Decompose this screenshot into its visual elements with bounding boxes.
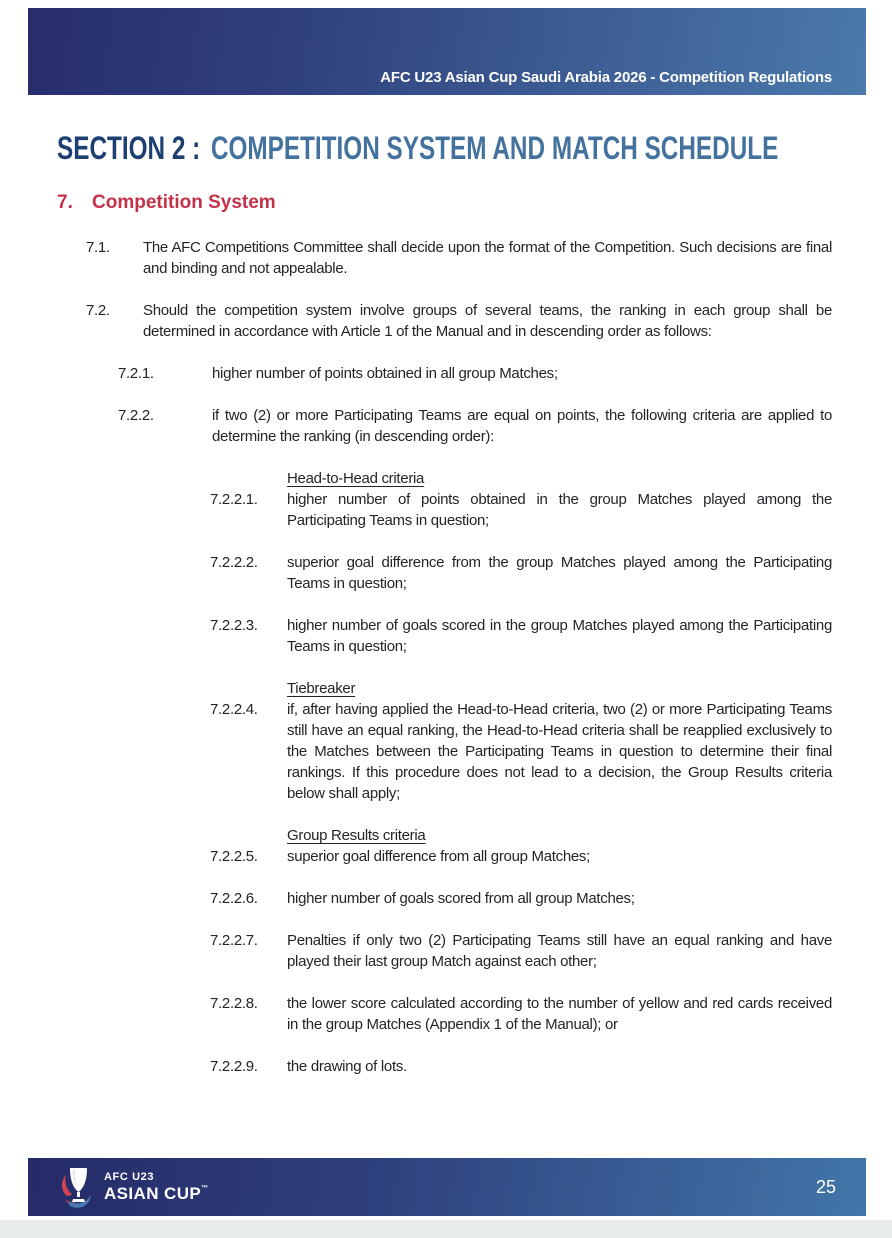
section-title-prefix: SECTION 2 : <box>57 130 201 166</box>
clause-row <box>210 615 892 657</box>
clause-row <box>118 363 892 384</box>
clause-number: 7.2.2.3. <box>210 617 258 634</box>
clause-number: 7.2. <box>86 302 110 319</box>
clause-text: higher number of goals scored in the group Matches played among the Participating Teams in question; <box>287 617 832 655</box>
clause-number: 7.2.2.2. <box>210 554 258 571</box>
clause-text: higher number of points obtained in all group Matches; <box>212 365 558 382</box>
clause-number: 7.2.1. <box>118 365 154 382</box>
clause-row <box>210 993 892 1035</box>
trademark-symbol: ™ <box>201 1185 209 1192</box>
clause-number: 7.2.2.8. <box>210 995 258 1012</box>
footer-bar <box>28 1158 866 1216</box>
logo-text <box>104 1172 209 1202</box>
clause-text: The AFC Competitions Committee shall decide upon the format of the Competition. Such decisions are final and binding and not appealable. <box>143 239 832 277</box>
clause-number: 7.2.2.4. <box>210 701 258 718</box>
clause-number: 7.2.2. <box>118 407 154 424</box>
clause-text: Should the competition system involve groups of several teams, the ranking in each group shall be determined in accordance with Article 1 of the Manual and in descending order as follows: <box>143 302 832 340</box>
clause-number: 7.2.2.6. <box>210 890 258 907</box>
header-banner <box>28 8 866 95</box>
page-number: 25 <box>815 1176 836 1197</box>
trophy-icon <box>58 1165 96 1209</box>
clause-text: higher number of goals scored from all group Matches; <box>287 890 635 907</box>
afc-u23-asian-cup-logo <box>58 1165 209 1209</box>
clause-row <box>210 699 892 804</box>
article-title: Competition System <box>92 192 276 213</box>
criteria-heading: Head-to-Head criteria <box>287 470 425 487</box>
clause-text: the drawing of lots. <box>287 1058 407 1075</box>
clause-text: superior goal difference from all group Matches; <box>287 848 590 865</box>
clause-row <box>118 405 892 447</box>
clause-text: superior goal difference from the group Matches played among the Participating Teams in question; <box>287 554 832 592</box>
clause-row <box>210 552 892 594</box>
clause-number: 7.2.2.9. <box>210 1058 258 1075</box>
clause-text: if two (2) or more Participating Teams are equal on points, the following criteria are applied to determine the ranking (in descending order): <box>212 407 832 445</box>
criteria-heading: Tiebreaker <box>287 680 356 697</box>
logo-line2: ASIAN CUP™ <box>104 1184 209 1203</box>
clauses <box>0 237 892 1098</box>
clause-number: 7.2.2.1. <box>210 491 258 508</box>
logo-line1: AFC U23 <box>104 1171 155 1183</box>
clause-row <box>210 1056 892 1077</box>
clause-row <box>210 489 892 531</box>
clause-number: 7.2.2.7. <box>210 932 258 949</box>
clause-text: higher number of points obtained in the group Matches played among the Participating Teams in question; <box>287 491 832 529</box>
header-banner-title: AFC U23 Asian Cup Saudi Arabia 2026 - Competition Regulations <box>380 69 832 86</box>
clause-number: 7.2.2.5. <box>210 848 258 865</box>
article-number: 7. <box>57 192 73 213</box>
clause-row <box>210 930 892 972</box>
section-title <box>57 130 778 167</box>
article-heading <box>57 192 276 214</box>
clause-text: if, after having applied the Head-to-Head criteria, two (2) or more Participating Teams still have an equal ranking, the Head-to-Head criteria shall be reapplied exclusively to the Matches between the Participating Teams in question to determine their final rankings. If this procedure does not lead to a decision, the Group Results criteria below shall apply; <box>287 701 832 802</box>
clause-row <box>210 888 892 909</box>
clause-text: Penalties if only two (2) Participating Teams still have an equal ranking and have played their last group Match against each other; <box>287 932 832 970</box>
page-bottom-edge <box>0 1220 892 1238</box>
criteria-heading: Group Results criteria <box>287 827 426 844</box>
clause-row <box>86 237 892 279</box>
clause-row <box>210 846 892 867</box>
clause-text: the lower score calculated according to the number of yellow and red cards received in the group Matches (Appendix 1 of the Manual); or <box>287 995 832 1033</box>
section-title-text: COMPETITION SYSTEM AND MATCH SCHEDULE <box>210 130 779 166</box>
clause-number: 7.1. <box>86 239 110 256</box>
clause-row <box>86 300 892 342</box>
